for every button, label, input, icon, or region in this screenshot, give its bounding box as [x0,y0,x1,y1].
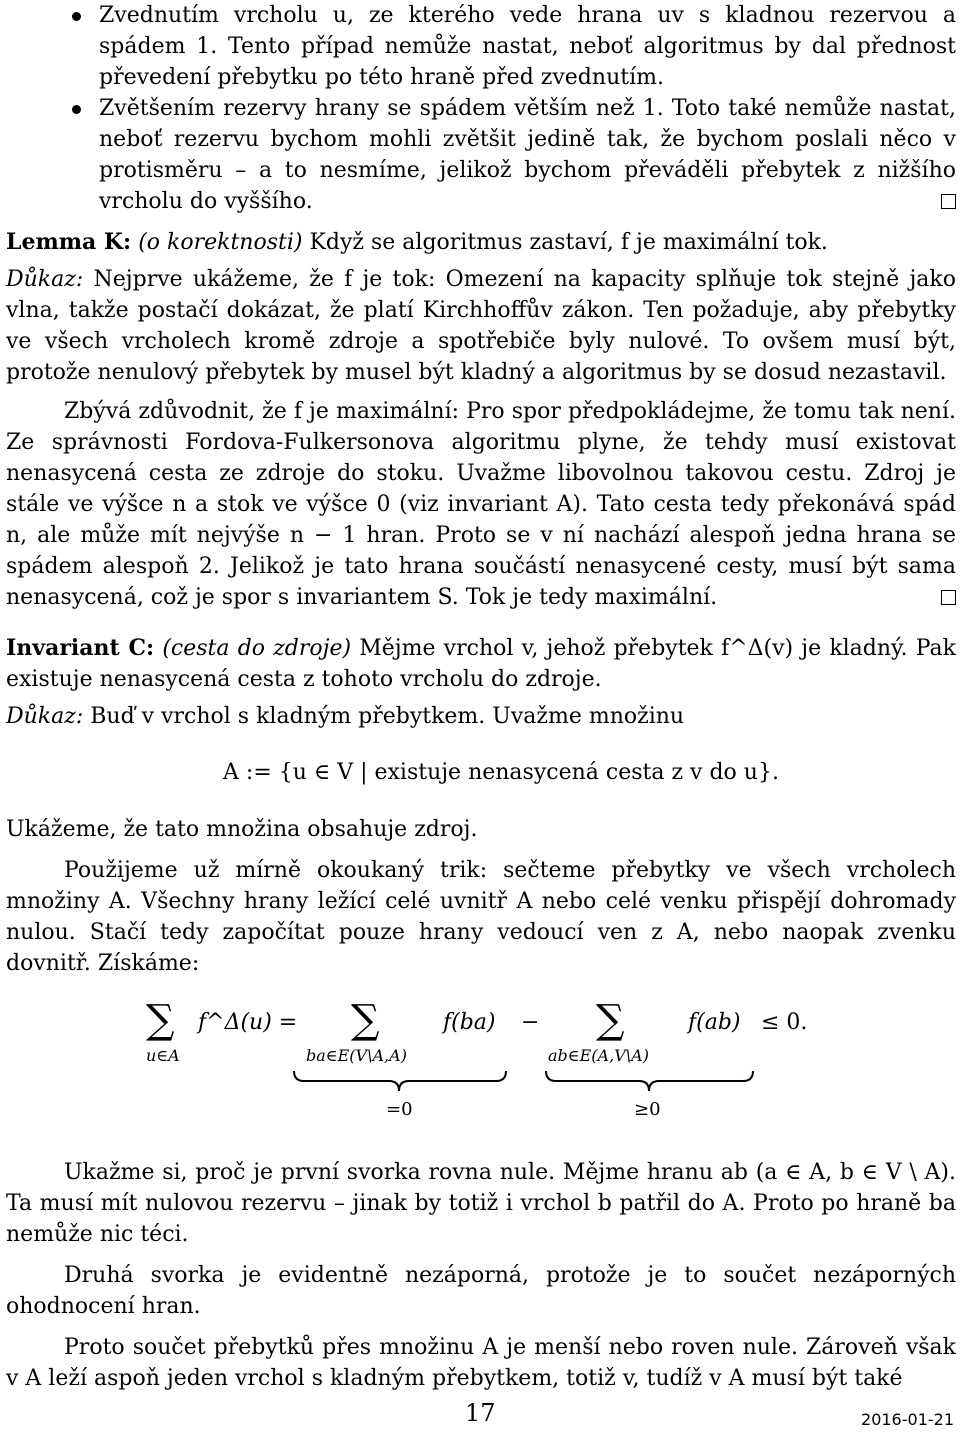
case-list [6,0,956,217]
proof-c-intro [6,701,956,732]
proof-text: Nejprve ukážeme, že f je tok: Omezení na kapacity splňuje tok stejně jako vlna, takže postačí dokázat, že platí Kirchhoffův zákon. Ten požaduje, aby přebytky ve všech vrcholech kromě zdroje a spotřebiče byly nulové. To ovšem musí být, protože nenulový přebytek by musel být kladný a algoritmus by se dosud nezastavil. [6,267,956,385]
lemma-statement: Když se algoritmus zastaví, f je maximální tok. [309,230,828,255]
sum-subscript: u∈A [146,1046,180,1065]
lemma-name: (o korektnosti) [138,230,303,255]
proof-c-paragraph-1: Ukážeme, že tato množina obsahuje zdroj. [6,817,478,842]
brace-label: =0 [386,1099,413,1120]
formula-operator: − [521,1010,540,1035]
set-definition: A := {u ∈ V | existuje nenasycená cesta z v do u}. [223,760,779,785]
sum-sigma-icon: ∑ [596,997,625,1043]
proof-c-paragraph-4: Druhá svorka je evidentně nezáporná, protože je to součet nezáporných ohodnocení hran. [6,1263,956,1319]
formula-term: f^Δ(u) = [198,1010,298,1035]
underbrace-icon [546,1071,753,1091]
brace-label: ≥0 [634,1099,661,1120]
sum-subscript: ab∈E(A,V\A) [548,1046,649,1065]
underbrace-icon [294,1071,506,1091]
proof-c-paragraph-2: Použijeme už mírně okoukaný trik: sečteme přebytky ve všech vrcholech množiny A. Všechny hrany ležící celé uvnitř A nebo celé venku přispějí dohromady nulou. Stačí tedy započítat pouze hrany vedoucí ven z A, nebo naopak zvenku dovnitř. Získáme: [6,858,956,976]
proof-k-paragraph-2 [6,396,956,613]
sum-sigma-icon: ∑ [351,997,380,1043]
proof-text: Buď v vrchol s kladným přebytkem. Uvažme množinu [90,704,685,729]
page-number: 17 [465,1399,496,1427]
formula-term: f(ba) [443,1010,496,1035]
page-footer [0,1398,960,1438]
bullet-text: Zvednutím vrcholu u, ze kterého vede hrana uv s kladnou rezervou a spádem 1. Tento případ nemůže nastat, neboť algoritmus by dal přednost převedení přebytku po této hraně před zvednutím. [99,3,956,90]
qed-square-icon [941,194,956,209]
qed-square-icon [941,590,956,605]
bullet-text: Zvětšením rezervy hrany se spádem větším než 1. Toto také nemůže nastat, neboť rezervu bychom mohli zvětšit jedině tak, že bychom poslali něco v protisměru – a to nesmíme, jelikož bychom převáděli přebytek z nižšího vrcholu do vyššího. [99,96,956,214]
invariant-name: (cesta do zdroje) [162,636,352,661]
invariant-c [6,633,956,695]
formula-operator: ≤ 0. [761,1010,808,1035]
list-item [6,93,956,217]
sum-subscript: ba∈E(V\A,A) [306,1046,407,1065]
proof-label: Důkaz: [6,704,84,729]
list-item [6,0,956,93]
proof-label: Důkaz: [6,267,84,292]
page-content [6,0,956,1394]
proof-text: Zbývá zdůvodnit, že f je maximální: Pro spor předpokládejme, že tomu tak není. Ze správnosti Fordova-Fulkersonova algoritmu plyne, že tehdy musí existovat nenasycená cesta ze zdroje do stoku. Uvažme libovolnou takovou cestu. Zdroj je stále ve výšce n a stok ve výšce 0 (viz invariant A). Tato cesta tedy překonává spád n, ale může mít nejvýše n − 1 hran. Proto se v ní nachází alespoň jedna hrana se spádem alespoň 2. Jelikož je tato hrana součástí nenasycené cesty, musí být sama nenasycená, což je spor s invariantem S. Tok je tedy maximální. [6,399,956,610]
sum-sigma-icon: ∑ [146,997,175,1043]
page-date: 2016-01-21 [861,1410,954,1429]
formula-term: f(ab) [688,1010,741,1035]
excess-sum-formula [6,993,956,1143]
invariant-statement: Mějme vrchol v, jehož přebytek f^Δ(v) je kladný. Pak existuje nenasycená cesta z tohoto vrcholu do zdroje. [6,636,956,692]
lemma-label: Lemma K: [6,229,132,255]
invariant-label: Invariant C: [6,635,155,661]
proof-c-paragraph-5: Proto součet přebytků přes množinu A je menší nebo roven nule. Zároveň však v A leží aspoň jeden vrchol s kladným přebytkem, totiž v, tudíž v A musí být také [6,1335,956,1391]
proof-c-paragraph-3: Ukažme si, proč je první svorka rovna nule. Mějme hranu ab (a ∈ A, b ∈ V \ A). Ta musí mít nulovou rezervu – jinak by totiž i vrchol b patřil do A. Proto po hraně ba nemůže nic téci. [6,1160,956,1247]
formula-svg [6,993,956,1143]
lemma-k [6,227,956,258]
proof-k-paragraph-1 [6,264,956,388]
